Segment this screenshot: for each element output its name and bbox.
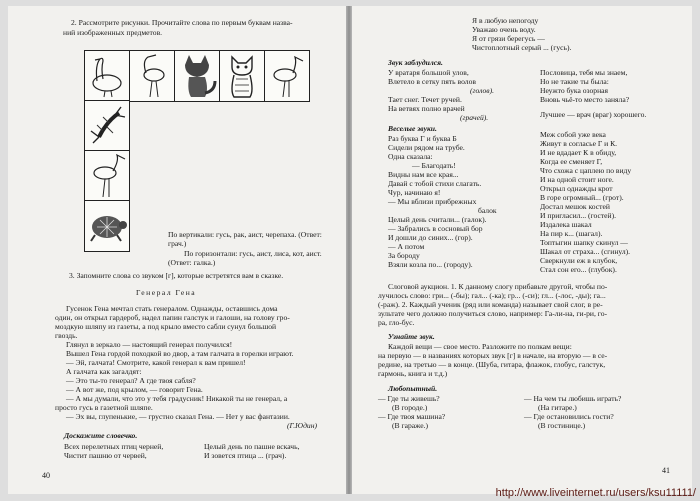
story-line: — А мы думали, что это у тебя градусник! Никакой ты не генерал, а (66, 394, 288, 403)
crayfish-cell (84, 100, 130, 152)
fun-left-line: — Забрались в сосновый бор (388, 224, 483, 233)
cat-cell (219, 50, 265, 102)
lost-right-line: Но не такие ты была: (540, 77, 609, 86)
learn-line: Каждой вещи — свое место. Разложите по полкам вещи: (388, 342, 572, 351)
curious-left-line: (В гараже.) (392, 421, 429, 430)
task3: 3. Запомните слова со звуком [г], которые встретятся вам в сказке. (69, 271, 284, 280)
turtle-icon (85, 201, 129, 251)
answer-horizontal: По горизонтали: гусь, аист, лиса, кот, аист. (184, 249, 322, 258)
crayfish-icon (85, 101, 129, 151)
lost-right-line: Неужто бука озорная (540, 86, 609, 95)
story-line: — А вот же, под крылом, — говорит Гена. (66, 385, 203, 394)
fun-left-line: И дошли до синих... (гор). (388, 233, 473, 242)
poem-top-line: Уважаю очень воду. (472, 25, 536, 34)
fun-right-line: В горе огромный... (грот). (540, 193, 624, 202)
fun-left-line: — Благодать! (412, 161, 456, 170)
finish-right-line: Целый день по пашне вскачь, (204, 442, 300, 451)
auction-line: зультате чего должно получиться слово, например: Га-ли-на, ги-ри, го- (378, 309, 608, 318)
curious-right-line: (На гитаре.) (538, 403, 577, 412)
finish-right-line: И зовется птица ... (грач). (204, 451, 287, 460)
curious-left-line: — Где ты живешь? (378, 394, 440, 403)
curious-right-line: — На чем ты любишь играть? (524, 394, 622, 403)
lost-left-line: На ветвях полно врачей (388, 104, 465, 113)
learn-line: на первую — в названиях которых звук [г] в начале, на вторую — в се- (378, 351, 608, 360)
fun-right-line: Меж собой уже века (540, 130, 606, 139)
lost-left-line: (грачей). (460, 113, 489, 122)
right-page (352, 6, 692, 494)
story-author: (Г.Юдин) (287, 421, 318, 430)
finish-left-line: Всех перелетных птиц черней, (64, 442, 164, 451)
lost-left-line: (голов). (470, 86, 495, 95)
fun-right-line: И пригласил... (гостей). (540, 211, 617, 220)
fun-right-line: И не вдадает К в обиду, (540, 148, 617, 157)
fun-left-line: Давай с тобой стихи слагать. (388, 179, 482, 188)
stork-icon (85, 151, 129, 201)
turtle-cell (84, 200, 130, 252)
fun-left-line: Раз буква Г и буква Б (388, 134, 457, 143)
story-line: один, он открыл гардероб, надел папин галстук и галоши, на голову гро- (55, 313, 290, 322)
answer-vertical-2: грач.) (168, 239, 187, 248)
fun-left-line: Взяли козла по... (городу). (388, 260, 473, 269)
goose-cell (84, 50, 130, 102)
fox-cell (174, 50, 220, 102)
story-line: Вышел Гена гордой походкой во двор, а там галчата в горелки играют. (66, 349, 294, 358)
answer-horizontal-2: (Ответ: галка.) (168, 258, 216, 267)
curious-right-line: — Где остановились гости? (524, 412, 614, 421)
story-line: Гусенок Гена мечтал стать генералом. Однажды, оставшись дома (66, 304, 278, 313)
lost-right-line: Лучшее — врач (враг) хорошего. (540, 110, 647, 119)
story-line: — Эх вы, глупенькие, — грустно сказал Гена. — Нет у вас фантазии. (66, 412, 290, 421)
fun-right-line: Шакал от страха... (сгинул). (540, 247, 631, 256)
poem-top-line: Я в любую непогоду (472, 16, 539, 25)
task2-line-1: 2. Рассмотрите рисунки. Прочитайте слова по первым буквам назва- (71, 18, 293, 27)
fun-right-line: Стал сон его... (глубок). (540, 265, 617, 274)
task2-line-2: ний изображенных предметов. (63, 28, 163, 37)
finish-heading: Доскажите словечко. (64, 431, 138, 440)
lost-left-line: Тает снег. Течет ручей. (388, 95, 462, 104)
fun-right-line: Когда ее сменяет Г, (540, 157, 603, 166)
auction-line: (-раж). 2. Каждый ученик (ряд или команда) называет свой слог, в ре- (378, 300, 603, 309)
auction-line: Слоговой аукцион. 1. К данному слогу прибавьте другой, чтобы по- (388, 282, 608, 291)
fun-right-line: Топтыгин шапку скинул — (540, 238, 628, 247)
heron-cell (129, 50, 175, 102)
lost-left-line: Влетело в сетку пять волов (388, 77, 476, 86)
fun-left-line: — Мы вблизи прибрежных (388, 197, 477, 206)
cat-icon (220, 51, 264, 101)
left-page (8, 6, 346, 494)
fun-left-line: — А потом (388, 242, 425, 251)
lost-heading: Звук заблудился. (388, 58, 443, 67)
fun-left-line: Сидели рядом на трубе. (388, 143, 465, 152)
curious-left-line: (В городе.) (392, 403, 428, 412)
fun-right-line: Сверкнули еж в клубок, (540, 256, 618, 265)
learn-line: гармонь, книга и т.д.) (378, 369, 448, 378)
story-line: — Это ты-то генерал? А где твоя сабля? (66, 376, 196, 385)
fun-left-line: Чур, начинаю я! (388, 188, 441, 197)
fun-left-line: Целый день считали... (галок). (388, 215, 487, 224)
page-number-right: 41 (662, 466, 670, 475)
curious-right-line: (В гостинице.) (538, 421, 586, 430)
fun-left-line: балок (478, 206, 497, 215)
story-line: Глянул в зеркало — настоящий генерал получился! (66, 340, 233, 349)
fun-right-line: Издалека шакал (540, 220, 592, 229)
fox-icon (175, 51, 219, 101)
fun-right-line: Живут в согласье Г и К. (540, 139, 618, 148)
fun-right-line: Достал мешок костей (540, 202, 610, 211)
watermark-link[interactable]: http://www.liveinternet.ru/users/ksu11111/ (495, 487, 696, 499)
story-line: гвоздь. (55, 331, 78, 340)
fun-right-line: И на одной стоит ноге. (540, 175, 614, 184)
page-number-left: 40 (42, 471, 50, 480)
story-title: Генерал Гена (136, 288, 197, 297)
story-line: просто гусь в газетной шляпе. (55, 403, 153, 412)
goose-icon (85, 51, 129, 101)
answer-vertical: По вертикали: гусь, рак, аист, черепаха. (Ответ: (168, 230, 322, 239)
curious-heading: Любопытный. (388, 384, 438, 393)
fun-heading: Веселые звуки. (388, 124, 437, 133)
poem-top-line: Чистоплотный серый ... (гусь). (472, 43, 572, 52)
fun-right-line: Что схожа с цаплею по виду (540, 166, 632, 175)
story-line: А галчата как загалдят: (66, 367, 142, 376)
learn-heading: Узнайте звук. (388, 332, 435, 341)
fun-left-line: Видны нам все края... (388, 170, 459, 179)
lost-right-line: Вновь чьё-то место заняла? (540, 95, 630, 104)
stork-cell-2 (84, 150, 130, 202)
lost-right-line: Пословица, тебя мы знаем, (540, 68, 628, 77)
story-line: — Эй, галчата! Смотрите, какой генерал к вам пришел! (66, 358, 246, 367)
fun-left-line: За бороду (388, 251, 420, 260)
auction-line: лучилось слово: гри... (-бы); гал... (-ка); гр... (-си); гл... (-лос, -ды); га... (378, 291, 606, 300)
stork-cell (264, 50, 310, 102)
finish-left-line: Чистит пашню от червей, (64, 451, 147, 460)
fun-right-line: На пир к... (шагал). (540, 229, 603, 238)
lost-left-line: У вратаря большой улов, (388, 68, 469, 77)
heron-icon (130, 51, 174, 101)
fun-left-line: Одна сказала: (388, 152, 433, 161)
poem-top-line: Я от грязи берегусь — (472, 34, 545, 43)
auction-line: ра, гло-бус. (378, 318, 415, 327)
story-line: моздкую шляпу из газеты, а под крыло вместо сабли сунул большой (55, 322, 277, 331)
learn-line: редине, на третью — в конце. (Шуба, гитара, флажок, глобус, галстук, (378, 360, 606, 369)
fun-right-line: Открыл однажды крот (540, 184, 613, 193)
stork-icon (265, 51, 309, 101)
curious-left-line: — Где твоя машина? (378, 412, 446, 421)
